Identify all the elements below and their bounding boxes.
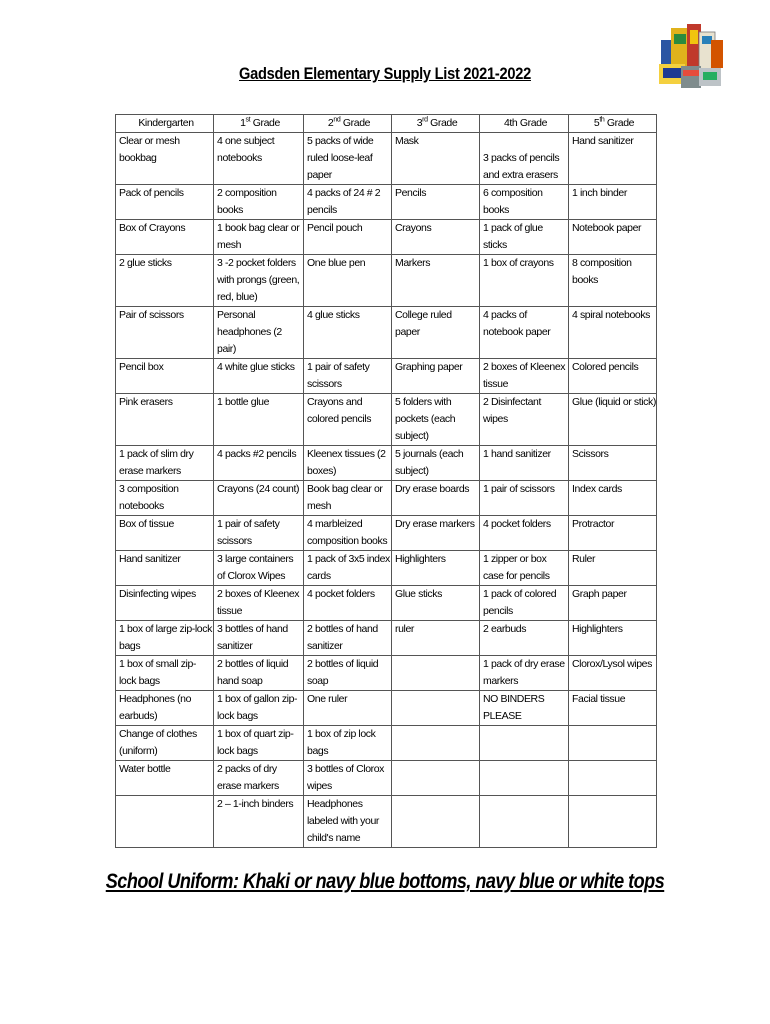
supply-item-kindergarten [116,796,214,848]
supply-item-grade-3: Graphing paper [392,359,480,394]
column-header-grade-5: 5th Grade [569,115,657,133]
supply-item-grade-5: 1 inch binder [569,185,657,220]
supply-item-kindergarten: Water bottle [116,761,214,796]
supply-item-grade-1: 3 bottles of hand sanitizer [214,621,304,656]
table-row [116,656,657,691]
supply-item-grade-1: 1 pair of safety scissors [214,516,304,551]
supply-item-grade-5: Index cards [569,481,657,516]
table-row [116,359,657,394]
supply-item-grade-5: 4 spiral notebooks [569,307,657,359]
table-row [116,133,657,185]
supply-item-grade-1: 1 bottle glue [214,394,304,446]
supply-item-grade-4 [480,761,569,796]
supply-item-kindergarten: Hand sanitizer [116,551,214,586]
column-header-grade-4: 4th Grade [480,115,569,133]
supply-item-grade-4: 2 earbuds [480,621,569,656]
supply-item-grade-2: 2 bottles of hand sanitizer [304,621,392,656]
supply-item-grade-2: 4 pocket folders [304,586,392,621]
supply-item-grade-4: 2 Disinfectant wipes [480,394,569,446]
supply-item-grade-5: Glue (liquid or stick) [569,394,657,446]
supply-item-grade-5: Scissors [569,446,657,481]
supply-item-grade-4 [480,726,569,761]
column-header-grade-1: 1st Grade [214,115,304,133]
supply-item-grade-1: 2 – 1-inch binders [214,796,304,848]
supply-item-grade-5: 8 composition books [569,255,657,307]
supply-item-grade-4: 4 pocket folders [480,516,569,551]
supply-item-grade-5: Graph paper [569,586,657,621]
supply-item-grade-5: Facial tissue [569,691,657,726]
supply-item-grade-2: 1 pair of safety scissors [304,359,392,394]
supply-item-kindergarten: Pencil box [116,359,214,394]
table-row [116,516,657,551]
table-row [116,761,657,796]
supply-item-grade-5: Clorox/Lysol wipes [569,656,657,691]
supply-item-grade-1: 2 boxes of Kleenex tissue [214,586,304,621]
table-row [116,551,657,586]
supply-item-grade-3 [392,761,480,796]
page-title: Gadsden Elementary Supply List 2021-2022 [239,64,531,83]
supply-item-grade-2: Crayons and colored pencils [304,394,392,446]
supply-item-grade-3: Dry erase markers [392,516,480,551]
supply-item-grade-2: 5 packs of wide ruled loose-leaf paper [304,133,392,185]
supply-list-table [115,114,657,848]
supply-item-kindergarten: 1 box of large zip-lock bags [116,621,214,656]
supply-item-grade-3: Dry erase boards [392,481,480,516]
supply-item-grade-1: Personal headphones (2 pair) [214,307,304,359]
supply-item-grade-3: 5 folders with pockets (each subject) [392,394,480,446]
supply-item-kindergarten: 1 pack of slim dry erase markers [116,446,214,481]
table-row [116,481,657,516]
supply-item-grade-3: Mask [392,133,480,185]
supply-item-grade-3: Pencils [392,185,480,220]
supply-item-grade-5: Hand sanitizer [569,133,657,185]
supply-item-grade-2: 2 bottles of liquid soap [304,656,392,691]
supply-item-grade-2: Pencil pouch [304,220,392,255]
supply-item-grade-3 [392,726,480,761]
supply-item-grade-4: 4 packs of notebook paper [480,307,569,359]
column-header-kindergarten: Kindergarten [116,115,214,133]
table-row [116,691,657,726]
supply-item-kindergarten: 2 glue sticks [116,255,214,307]
table-row [116,307,657,359]
supply-item-grade-2: 4 glue sticks [304,307,392,359]
supply-item-grade-2: Headphones labeled with your child's name [304,796,392,848]
supply-item-grade-2: One ruler [304,691,392,726]
supply-item-kindergarten: Pink erasers [116,394,214,446]
supply-item-grade-5 [569,726,657,761]
supply-item-grade-2: Kleenex tissues (2 boxes) [304,446,392,481]
supply-item-kindergarten: Pack of pencils [116,185,214,220]
supply-item-grade-4: 3 packs of pencils and extra erasers [480,133,569,185]
supply-item-grade-4: 1 pack of colored pencils [480,586,569,621]
supply-item-grade-1: 1 book bag clear or mesh [214,220,304,255]
supply-item-grade-3 [392,796,480,848]
table-row [116,185,657,220]
supply-item-grade-5 [569,761,657,796]
table-row [116,796,657,848]
supply-item-grade-4 [480,796,569,848]
supply-item-kindergarten: 3 composition notebooks [116,481,214,516]
supply-item-grade-5: Notebook paper [569,220,657,255]
supply-item-kindergarten: Pair of scissors [116,307,214,359]
supply-item-grade-4: 1 zipper or box case for pencils [480,551,569,586]
column-header-grade-2: 2nd Grade [304,115,392,133]
supply-item-grade-1: 4 packs #2 pencils [214,446,304,481]
supply-item-grade-3: Glue sticks [392,586,480,621]
supply-item-grade-3 [392,656,480,691]
table-header-row [116,115,657,133]
supply-item-grade-3: College ruled paper [392,307,480,359]
supply-item-kindergarten: Disinfecting wipes [116,586,214,621]
supply-item-kindergarten: Headphones (no earbuds) [116,691,214,726]
uniform-note: School Uniform: Khaki or navy blue bottoms, navy blue or white tops [105,870,665,893]
supply-item-grade-2: 4 marbleized composition books [304,516,392,551]
supply-item-kindergarten: Box of Crayons [116,220,214,255]
supply-item-grade-3: ruler [392,621,480,656]
supply-item-grade-5: Ruler [569,551,657,586]
table-row [116,586,657,621]
supply-item-kindergarten: Clear or mesh bookbag [116,133,214,185]
supply-item-grade-1: 3 large containers of Clorox Wipes [214,551,304,586]
supply-item-grade-1: 3 -2 pocket folders with prongs (green, red, blue) [214,255,304,307]
supply-item-grade-4: 1 hand sanitizer [480,446,569,481]
supply-item-kindergarten: Change of clothes (uniform) [116,726,214,761]
supply-item-grade-4: 1 pair of scissors [480,481,569,516]
supply-item-grade-5: Colored pencils [569,359,657,394]
supply-item-kindergarten: 1 box of small zip-lock bags [116,656,214,691]
table-row [116,255,657,307]
supply-item-grade-2: 4 packs of 24 # 2 pencils [304,185,392,220]
supply-item-grade-2: 1 box of zip lock bags [304,726,392,761]
supply-item-grade-1: Crayons (24 count) [214,481,304,516]
table-row [116,220,657,255]
supply-item-grade-4: 6 composition books [480,185,569,220]
table-row [116,621,657,656]
supply-item-grade-4: 1 box of crayons [480,255,569,307]
supply-item-grade-3: Crayons [392,220,480,255]
supply-item-grade-2: One blue pen [304,255,392,307]
table-row [116,394,657,446]
supply-item-grade-1: 4 white glue sticks [214,359,304,394]
supply-item-grade-2: Book bag clear or mesh [304,481,392,516]
supply-item-grade-5: Protractor [569,516,657,551]
supply-item-grade-3 [392,691,480,726]
supply-item-kindergarten: Box of tissue [116,516,214,551]
supply-item-grade-1: 2 packs of dry erase markers [214,761,304,796]
supply-item-grade-3: Highlighters [392,551,480,586]
supply-item-grade-2: 1 pack of 3x5 index cards [304,551,392,586]
supply-item-grade-3: Markers [392,255,480,307]
supply-item-grade-5 [569,796,657,848]
supply-item-grade-1: 4 one subject notebooks [214,133,304,185]
column-header-grade-3: 3rd Grade [392,115,480,133]
table-row [116,446,657,481]
supply-item-grade-5: Highlighters [569,621,657,656]
supply-item-grade-1: 2 composition books [214,185,304,220]
supply-item-grade-2: 3 bottles of Clorox wipes [304,761,392,796]
supply-item-grade-1: 2 bottles of liquid hand soap [214,656,304,691]
supply-item-grade-4: 1 pack of glue sticks [480,220,569,255]
supply-item-grade-4: 1 pack of dry erase markers [480,656,569,691]
supply-item-grade-3: 5 journals (each subject) [392,446,480,481]
supply-item-grade-4: 2 boxes of Kleenex tissue [480,359,569,394]
supply-item-grade-1: 1 box of gallon zip-lock bags [214,691,304,726]
supply-item-grade-4: NO BINDERS PLEASE [480,691,569,726]
supply-item-grade-1: 1 box of quart zip-lock bags [214,726,304,761]
table-row [116,726,657,761]
